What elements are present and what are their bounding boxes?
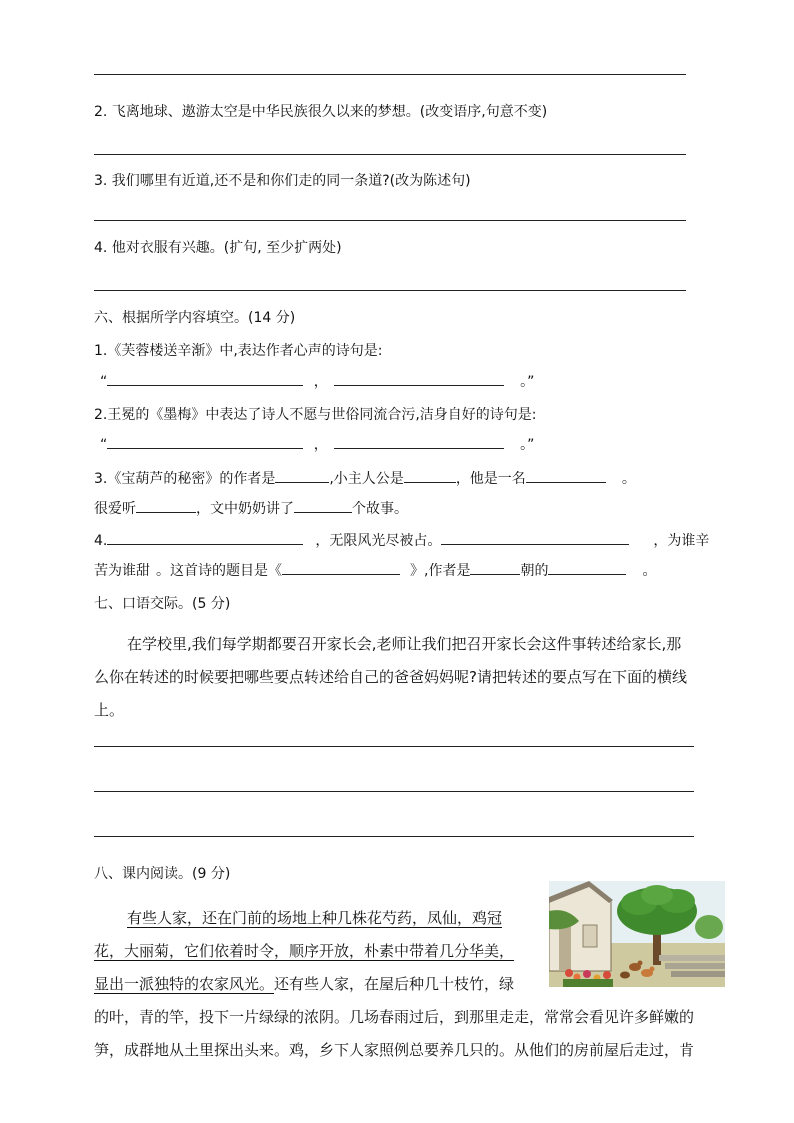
blank[interactable] <box>136 497 196 513</box>
question-6-2-blanks: “ ， 。” <box>100 433 534 455</box>
answer-line[interactable] <box>94 154 686 155</box>
blank[interactable] <box>294 497 352 513</box>
paragraph-line: 么你在转述的时候要把哪些要点转述给自己的爸爸妈妈呢?请把转述的要点写在下面的横线 <box>94 668 687 686</box>
passage-line: 的叶，青的竿，投下一片绿绿的浓阴。几场春雨过后，到那里走走，常常会看见许多鲜嫩的 <box>94 1008 695 1026</box>
question-6-2: 2.王冕的《墨梅》中表达了诗人不愿与世俗同流合污,洁身自好的诗句是: <box>94 407 537 423</box>
blank[interactable] <box>441 529 629 545</box>
paragraph-line: 在学校里,我们每学期都要召开家长会,老师让我们把召开家长会这件事转述给家长,那 <box>127 635 682 653</box>
paragraph-line: 上。 <box>94 701 125 719</box>
question-6-1-blanks: “ ， 。” <box>100 370 534 392</box>
blank[interactable] <box>470 559 520 575</box>
section-7-heading: 七、口语交际。(5 分) <box>94 596 231 612</box>
blank[interactable] <box>275 467 329 483</box>
blank[interactable] <box>282 559 400 575</box>
blank[interactable] <box>107 529 303 545</box>
answer-line[interactable] <box>94 746 694 747</box>
section-7-paragraph <box>94 628 687 727</box>
blank[interactable] <box>107 433 303 449</box>
passage-line: 有些人家，还在门前的场地上种几株花芍药，凤仙，鸡冠 <box>127 909 503 927</box>
blank[interactable] <box>548 559 626 575</box>
blank[interactable] <box>526 467 606 483</box>
question-5-2: 2. 飞离地球、遨游太空是中华民族很久以来的梦想。(改变语序,句意不变) <box>94 104 548 120</box>
passage-line: 花，大丽菊，它们依着时令，顺序开放，朴素中带着几分华美， <box>94 942 515 960</box>
answer-line[interactable] <box>94 791 694 792</box>
section-8-heading: 八、课内阅读。(9 分) <box>94 866 231 882</box>
question-6-4: 4. ，无限风光尽被占。 ，为谁辛 <box>94 529 709 551</box>
blank[interactable] <box>404 467 456 483</box>
village-illustration <box>549 881 725 987</box>
passage-line: 显出一派独特的农家风光。还有些人家，在屋后种几十枝竹，绿 <box>94 975 515 993</box>
question-6-3: 3.《宝葫芦的秘密》的作者是 ,小主人公是 ，他是一名 。 <box>94 467 636 489</box>
question-6-4-cont: 苦为谁甜 。这首诗的题目是《 》,作者是 朝的 。 <box>94 559 656 581</box>
question-6-1: 1.《芙蓉楼送辛渐》中,表达作者心声的诗句是: <box>94 343 383 359</box>
question-5-3: 3. 我们哪里有近道,还不是和你们走的同一条道?(改为陈述句) <box>94 173 471 189</box>
section-6-heading: 六、根据所学内容填空。(14 分) <box>94 310 296 326</box>
village-scene-icon <box>549 881 725 987</box>
passage-line: 笋，成群地从土里探出头来。鸡，乡下人家照例总要养几只的。从他们的房前屋后走过，肯 <box>94 1041 695 1059</box>
blank[interactable] <box>334 433 504 449</box>
blank[interactable] <box>107 370 303 386</box>
question-6-3-cont: 很爱听 ，文中奶奶讲了 个故事。 <box>94 497 408 519</box>
answer-line[interactable] <box>94 836 694 837</box>
question-5-4: 4. 他对衣服有兴趣。(扩句, 至少扩两处) <box>94 240 342 256</box>
answer-line[interactable] <box>94 290 686 291</box>
answer-line[interactable] <box>94 74 686 75</box>
answer-line[interactable] <box>94 220 686 221</box>
blank[interactable] <box>334 370 504 386</box>
